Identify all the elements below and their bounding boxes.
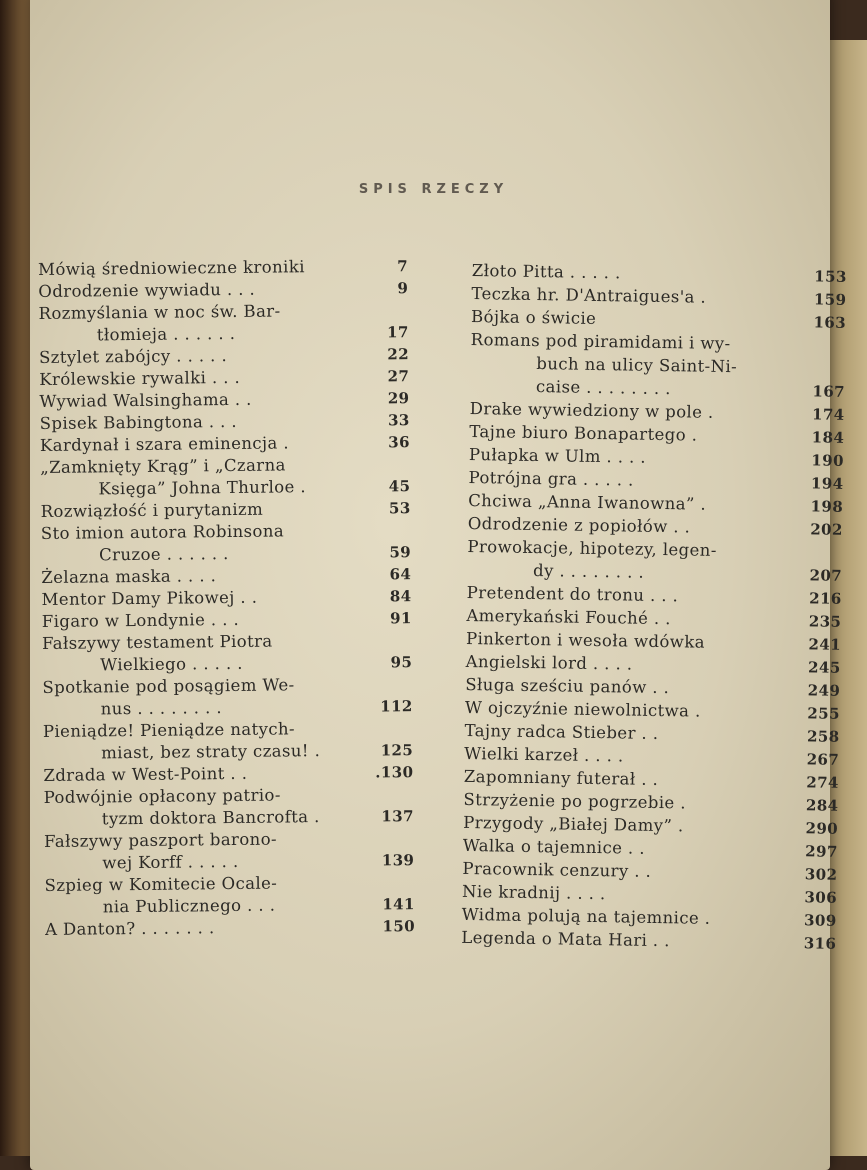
- toc-column-left: [38, 255, 415, 941]
- toc-page-number: 7: [368, 255, 408, 277]
- toc-page-number: 27: [369, 365, 409, 387]
- toc-page-number: 167: [805, 380, 845, 404]
- toc-entry-title: Tajne biuro Bonapartego .: [469, 420, 697, 447]
- toc-page-number: 33: [370, 409, 410, 431]
- toc-page-number: 202: [803, 518, 843, 542]
- toc-entry-title: Cruzoe . . . . . .: [99, 543, 229, 566]
- toc-page-number: 159: [806, 288, 846, 312]
- toc-page-number: 309: [796, 909, 836, 933]
- toc-entry-title: Wielkiego . . . . .: [100, 653, 243, 676]
- toc-page-number: 22: [369, 343, 409, 365]
- toc-entry-title: nus . . . . . . . .: [101, 697, 222, 720]
- toc-page-number: 137: [374, 805, 414, 827]
- toc-page-number: 284: [798, 794, 838, 818]
- toc-entry-title: Pinkerton i wesoła wdówka: [466, 627, 705, 654]
- toc-page-number: 139: [374, 849, 414, 871]
- toc-entry-title: Drake wywiedziony w pole .: [469, 397, 713, 424]
- toc-page-number: 174: [804, 403, 844, 427]
- toc-entry-title: nia Publicznego . . .: [103, 895, 276, 919]
- toc-page-number: 302: [797, 863, 837, 887]
- toc-page-number: [802, 557, 842, 558]
- toc-entry-title: Amerykański Fouché . .: [466, 604, 671, 630]
- toc-page-number: 163: [806, 311, 846, 335]
- toc-page-number: 112: [373, 695, 413, 717]
- toc-page-number: 316: [796, 932, 836, 956]
- toc-column-right: [461, 259, 847, 955]
- toc-page-number: 306: [797, 886, 837, 910]
- toc-entry-title: Widma polują na tajemnice .: [462, 903, 711, 930]
- toc-page-number: 125: [373, 739, 413, 761]
- toc-entry-title: Spisek Babingtona . . .: [40, 411, 238, 435]
- toc-entry: [45, 915, 415, 941]
- toc-page-number: 95: [372, 651, 412, 673]
- toc-entry-title: Kardynał i szara eminencja .: [40, 432, 289, 457]
- toc-entry-title: caise . . . . . . . .: [536, 375, 671, 400]
- toc-entry-title: Odrodzenie z popiołów . .: [468, 512, 691, 538]
- toc-page-number: 274: [799, 771, 839, 795]
- toc-entry-title: Pretendent do tronu . . .: [467, 581, 679, 607]
- toc-entry-title: wej Korff . . . . .: [102, 851, 238, 874]
- toc-page-number: [805, 373, 845, 374]
- toc-page-number: 297: [798, 840, 838, 864]
- toc-page-number: 36: [370, 431, 410, 453]
- page-title: SPIS RZECZY: [0, 182, 867, 197]
- toc-entry-title: Potrójna gra . . . . .: [468, 466, 634, 492]
- toc-entry-title: Prowokacje, hipotezy, legen-: [467, 535, 717, 562]
- toc-page-number: [806, 350, 846, 351]
- toc-entry-title: Mówią średniowieczne kroniki: [38, 256, 305, 281]
- toc-entry-title: miast, bez straty czasu! .: [101, 740, 320, 764]
- toc-page-number: 9: [368, 277, 408, 299]
- toc-entry-title: tłomieja . . . . . .: [97, 323, 236, 346]
- toc-page-number: 17: [369, 321, 409, 343]
- toc-page-number: 235: [801, 610, 841, 634]
- toc-entry-title: Odrodzenie wywiadu . . .: [38, 279, 255, 303]
- toc-page-number: 84: [371, 585, 411, 607]
- toc-entry-title: Spotkanie pod posągiem We-: [42, 674, 294, 699]
- toc-page-number: 241: [801, 633, 841, 657]
- toc-entry-title: Zdrada w West-Point . .: [43, 763, 247, 787]
- toc-entry-title: Pułapka w Ulm . . . .: [469, 443, 646, 469]
- toc-page-number: 53: [371, 497, 411, 519]
- toc-entry-title: Rozwiązłość i purytanizm: [41, 499, 264, 523]
- toc-entry-title: Zapomniany futerał . .: [464, 765, 659, 791]
- toc-page-number: 91: [372, 607, 412, 629]
- toc-entry-title: Mentor Damy Pikowej . .: [41, 587, 257, 611]
- toc-entry-title: Nie kradnij . . . .: [462, 880, 606, 905]
- toc-entry-title: Bójka o świcie: [471, 305, 597, 330]
- toc-entry-title: Strzyżenie po pogrzebie .: [463, 788, 686, 814]
- toc-entry-title: Żelazna maska . . . .: [41, 565, 216, 589]
- toc-page-number: 153: [807, 265, 847, 289]
- toc-entry-title: W ojczyźnie niewolnictwa .: [465, 696, 701, 723]
- toc-entry-title: Królewskie rywalki . . .: [39, 367, 240, 391]
- toc-page-number: 207: [802, 564, 842, 588]
- toc-entry-title: Figaro w Londynie . . .: [42, 609, 240, 633]
- toc-page-number: 258: [799, 725, 839, 749]
- toc-entry-title: Fałszywy testament Piotra: [42, 631, 273, 655]
- toc-entry-title: Złoto Pitta . . . . .: [472, 259, 621, 284]
- toc-page-number: 64: [371, 563, 411, 585]
- toc-entry-title: Romans pod piramidami i wy-: [471, 328, 731, 355]
- toc-entry-title: Pracownik cenzury . .: [462, 857, 651, 883]
- toc-entry-title: Legenda o Mata Hari . .: [461, 926, 670, 952]
- toc-page-number: 255: [800, 702, 840, 726]
- toc-page-number: 249: [800, 679, 840, 703]
- toc-page-number: 267: [799, 748, 839, 772]
- toc-entry-title: Sługa sześciu panów . .: [465, 673, 669, 699]
- toc-page-number: 194: [803, 472, 843, 496]
- toc-entry-title: Walka o tajemnice . .: [463, 834, 646, 860]
- toc-page-number: 150: [375, 915, 415, 937]
- toc-page-number: 141: [375, 893, 415, 915]
- toc-entry-title: Teczka hr. D'Antraigues'a .: [471, 282, 706, 309]
- toc-page-number: 29: [369, 387, 409, 409]
- toc-page-number: .130: [371, 761, 413, 783]
- toc-entry-title: Chciwa „Anna Iwanowna” .: [468, 489, 706, 516]
- toc-page-number: 290: [798, 817, 838, 841]
- toc-entry-title: Szpieg w Komitecie Ocale-: [44, 873, 277, 897]
- toc-entry-title: Wielki karzeł . . . .: [464, 742, 624, 768]
- toc-page-number: 45: [370, 475, 410, 497]
- toc-entry-title: Sztylet zabójcy . . . . .: [39, 345, 227, 369]
- toc-entry-title: Przygody „Białej Damy” .: [463, 811, 684, 837]
- toc-entry-title: buch na ulicy Saint-Ni-: [536, 352, 737, 378]
- toc-entry-title: Fałszywy paszport barono-: [44, 829, 277, 853]
- toc-entry-title: dy . . . . . . . .: [533, 559, 644, 584]
- toc-page-number: 198: [803, 495, 843, 519]
- toc-page-number: 245: [800, 656, 840, 680]
- toc-entry-title: Sto imion autora Robinsona: [41, 520, 284, 545]
- toc-page-number: 59: [371, 541, 411, 563]
- toc-entry-title: Rozmyślania w noc św. Bar-: [38, 300, 280, 325]
- toc-entry-title: Pieniądze! Pieniądze natych-: [43, 718, 295, 743]
- toc-page-number: 190: [804, 449, 844, 473]
- toc-page-number: 216: [802, 587, 842, 611]
- toc-entry-title: Księga” Johna Thurloe .: [98, 476, 306, 500]
- toc-entry-title: Wywiad Walsinghama . .: [39, 389, 251, 413]
- toc-entry-title: Angielski lord . . . .: [465, 650, 632, 676]
- toc-entry-title: Podwójnie opłacony patrio-: [44, 784, 281, 808]
- toc-entry-title: tyzm doktora Bancrofta .: [102, 806, 320, 830]
- toc-entry-title: Tajny radca Stieber . .: [464, 719, 658, 745]
- toc-entry-title: A Danton? . . . . . . .: [45, 917, 215, 941]
- toc-entry-title: „Zamknięty Krąg” i „Czarna: [40, 454, 286, 479]
- toc-page-number: 184: [804, 426, 844, 450]
